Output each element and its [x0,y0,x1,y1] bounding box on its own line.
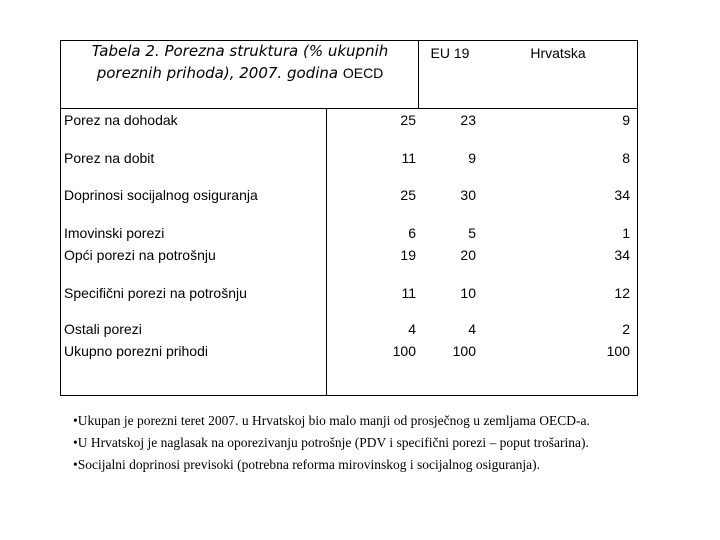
oecd-value: 4 [408,321,416,337]
border-right [637,40,638,396]
oecd-value: 19 [400,247,416,263]
eu19-value: 4 [468,321,476,337]
hr-value: 9 [622,112,630,128]
hr-value: 34 [614,187,630,203]
header-eu19: EU 19 [430,45,470,61]
hr-value: 34 [614,247,630,263]
note-item: •Socijalni doprinosi previsoki (potrebna reforma mirovinskog i socijalnog osiguranja). [73,457,541,472]
eu19-total: 100 [452,343,476,359]
oecd-total: 100 [392,343,416,359]
header-hrvatska: Hrvatska [530,45,586,61]
oecd-value: 6 [408,225,416,241]
hr-value: 1 [622,225,630,241]
eu19-value: 9 [468,150,476,166]
row-label: Porez na dobit [64,150,155,166]
row-label: Doprinosi socijalnog osiguranja [64,187,258,203]
row-label: Opći porezi na potrošnju [64,247,216,263]
note-item: •U Hrvatskoj je naglasak na oporezivanju potrošnje (PDV i specifični porezi – poput trošarina). [73,435,589,450]
row-label: Specifični porezi na potrošnju [64,285,247,301]
eu19-value: 10 [460,285,476,301]
table-title: Tabela 2. Porezna struktura (% ukupnih poreznih prihoda), 2007. godina OECD [91,42,389,82]
border-bottom [60,395,638,396]
row-label: Ostali porezi [64,321,142,337]
hr-value: 8 [622,150,630,166]
oecd-header: OECD [342,65,384,81]
eu19-value: 5 [468,225,476,241]
oecd-value: 11 [401,285,416,301]
hr-value: 12 [614,285,630,301]
row-label: Imovinski porezi [64,225,165,241]
label-col-divider [326,108,327,396]
oecd-value: 25 [400,112,416,128]
eu19-value: 23 [460,112,476,128]
oecd-value: 11 [401,150,416,166]
hr-total: 100 [606,343,630,359]
eu19-value: 30 [460,187,476,203]
border-left [60,40,61,396]
eu19-value: 20 [460,247,476,263]
note-item: •Ukupan je porezni teret 2007. u Hrvatskoj bio malo manji od prosječnog u zemljama OECD-a. [73,413,590,428]
title-col-divider [418,40,419,108]
notes [73,412,633,478]
hr-value: 2 [622,321,630,337]
tax-structure-table [60,40,638,396]
total-row-label: Ukupno porezni prihodi [64,343,208,359]
oecd-value: 25 [400,187,416,203]
row-label: Porez na dohodak [64,112,178,128]
